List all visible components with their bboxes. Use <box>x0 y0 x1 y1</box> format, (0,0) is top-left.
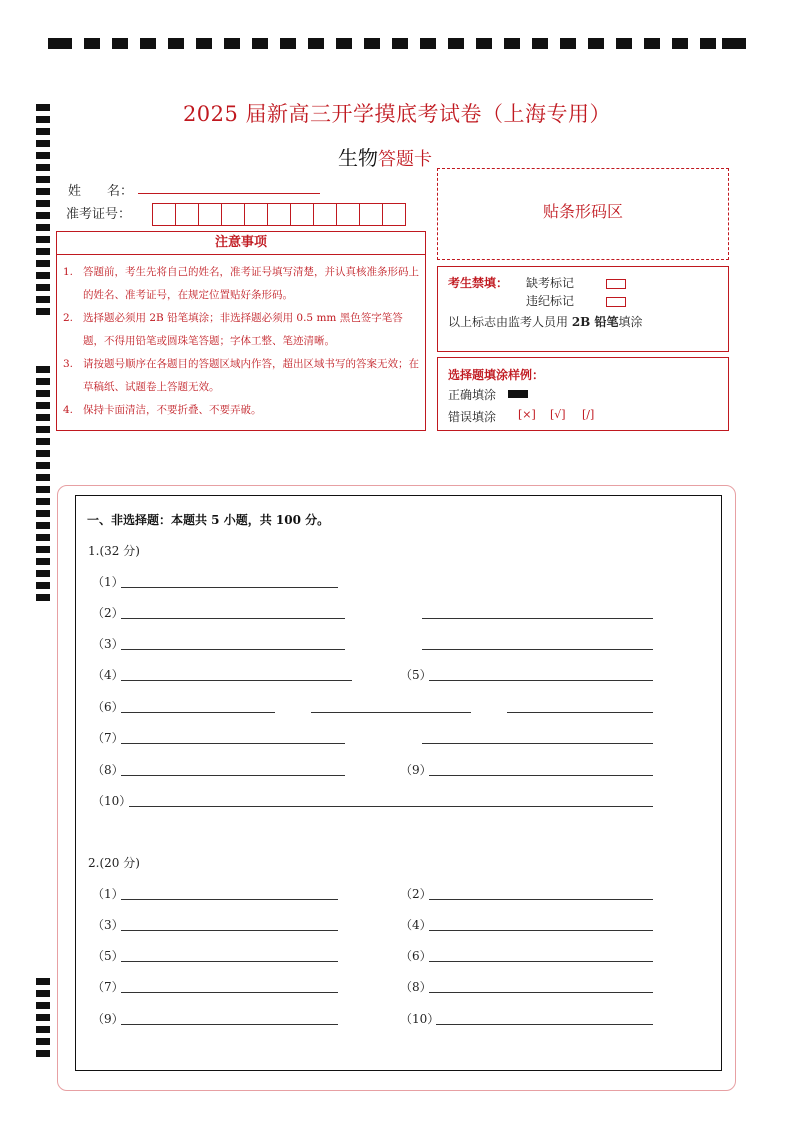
wrong-mark-1: [×] <box>518 408 536 421</box>
id-boxes[interactable] <box>152 203 406 227</box>
correct-fill-example <box>508 390 528 398</box>
q2-part-8: （8） <box>400 980 432 994</box>
answer-area <box>75 495 722 1071</box>
id-digit-box[interactable] <box>267 203 291 226</box>
q1-answer-line[interactable] <box>422 649 653 650</box>
id-digit-box[interactable] <box>152 203 176 226</box>
examiner-marks-box <box>437 266 729 352</box>
q2-part-10: （10） <box>400 1012 440 1026</box>
notice-box <box>56 231 426 431</box>
absent-mark-box[interactable] <box>606 279 626 289</box>
q1-answer-line[interactable] <box>311 712 471 713</box>
q1-answer-line[interactable] <box>121 743 345 744</box>
id-digit-box[interactable] <box>336 203 360 226</box>
violation-label: 违纪标记 <box>526 294 575 308</box>
q2-answer-line[interactable] <box>429 961 653 962</box>
forbid-note: 以上标志由监考人员用 2B 铅笔填涂 <box>448 315 643 329</box>
q1-part-10: （10） <box>92 794 132 808</box>
id-digit-box[interactable] <box>382 203 406 226</box>
q2-answer-line[interactable] <box>121 1024 338 1025</box>
barcode-area <box>437 168 729 260</box>
id-digit-box[interactable] <box>290 203 314 226</box>
fill-sample-box <box>437 357 729 431</box>
exam-title: 2025 届新高三开学摸底考试卷（上海专用） <box>182 102 612 126</box>
id-digit-box[interactable] <box>221 203 245 226</box>
notice-title: 注意事项 <box>57 232 425 255</box>
q1-part-5: （5） <box>400 668 432 682</box>
q1-answer-line[interactable] <box>121 775 345 776</box>
card-label: 答题卡 <box>378 149 432 170</box>
q1-part-3: （3） <box>92 637 124 651</box>
q1-part-4: （4） <box>92 668 124 682</box>
sample-title: 选择题填涂样例： <box>448 368 545 382</box>
id-digit-box[interactable] <box>175 203 199 226</box>
q1-part-1: （1） <box>92 575 124 589</box>
q2-answer-line[interactable] <box>121 899 338 900</box>
id-digit-box[interactable] <box>313 203 337 226</box>
q1-answer-line[interactable] <box>429 680 653 681</box>
subject-heading <box>338 142 432 171</box>
q1-answer-line[interactable] <box>121 712 275 713</box>
id-label: 准考证号： <box>66 207 132 222</box>
q2-answer-line[interactable] <box>429 899 653 900</box>
q2-answer-line[interactable] <box>429 992 653 993</box>
q1-part-2: （2） <box>92 606 124 620</box>
absent-label: 缺考标记 <box>526 276 575 290</box>
q2-part-9: （9） <box>92 1012 124 1026</box>
q2-part-1: （1） <box>92 887 124 901</box>
q2-part-4: （4） <box>400 918 432 932</box>
q1-label: 1.(32 分) <box>88 544 140 558</box>
q2-answer-line[interactable] <box>121 930 338 931</box>
q1-answer-line[interactable] <box>121 649 345 650</box>
forbid-title: 考生禁填： <box>448 276 509 290</box>
notice-list <box>57 255 425 422</box>
id-digit-box[interactable] <box>198 203 222 226</box>
notice-item: 3. 请按题号顺序在各题目的答题区域内作答，超出区域书写的答案无效；在草稿纸、试题卷上答题无效。 <box>63 358 419 393</box>
q1-answer-line[interactable] <box>121 618 345 619</box>
q2-part-5: （5） <box>92 949 124 963</box>
q1-part-6: （6） <box>92 700 124 714</box>
correct-label: 正确填涂 <box>448 388 497 402</box>
q1-part-9: （9） <box>400 763 432 777</box>
q2-part-6: （6） <box>400 949 432 963</box>
violation-mark-box[interactable] <box>606 297 626 307</box>
q1-answer-line[interactable] <box>422 743 653 744</box>
q2-part-3: （3） <box>92 918 124 932</box>
q2-part-2: （2） <box>400 887 432 901</box>
subject-name: 生物 <box>338 146 378 170</box>
wrong-mark-3: [/] <box>582 408 595 421</box>
q1-part-8: （8） <box>92 763 124 777</box>
q1-answer-line[interactable] <box>121 587 338 588</box>
q2-answer-line[interactable] <box>429 930 653 931</box>
timing-marks-top <box>48 38 746 52</box>
id-digit-box[interactable] <box>244 203 268 226</box>
name-field[interactable] <box>138 193 320 194</box>
q2-part-7: （7） <box>92 980 124 994</box>
q2-label: 2.(20 分) <box>88 856 140 870</box>
q2-answer-line[interactable] <box>121 992 338 993</box>
notice-item: 1. 答题前，考生先将自己的姓名，准考证号填写清楚，并认真核准条形码上的姓名、准考证号，在规定位置贴好条形码。 <box>63 266 419 301</box>
notice-item: 2. 选择题必须用 2B 铅笔填涂；非选择题必须用 0.5 mm 黑色签字笔答题，不得用铅笔或圆珠笔答题；字体工整、笔迹清晰。 <box>63 312 403 347</box>
q2-answer-line[interactable] <box>121 961 338 962</box>
section-title: 一、非选择题：本题共 5 小题，共 100 分。 <box>87 513 330 527</box>
q1-answer-line[interactable] <box>507 712 653 713</box>
q1-answer-line[interactable] <box>121 680 352 681</box>
barcode-label: 贴条形码区 <box>542 202 623 221</box>
notice-item: 4. 保持卡面清洁，不要折叠、不要弄破。 <box>63 404 262 416</box>
q2-answer-line[interactable] <box>436 1024 653 1025</box>
wrong-label: 错误填涂 <box>448 410 497 424</box>
q1-answer-line[interactable] <box>422 618 653 619</box>
id-digit-box[interactable] <box>359 203 383 226</box>
wrong-mark-2: [√] <box>550 408 566 421</box>
q1-part-7: （7） <box>92 731 124 745</box>
q1-answer-line[interactable] <box>429 775 653 776</box>
q1-answer-line[interactable] <box>129 806 653 807</box>
name-label: 姓 名： <box>68 184 134 199</box>
